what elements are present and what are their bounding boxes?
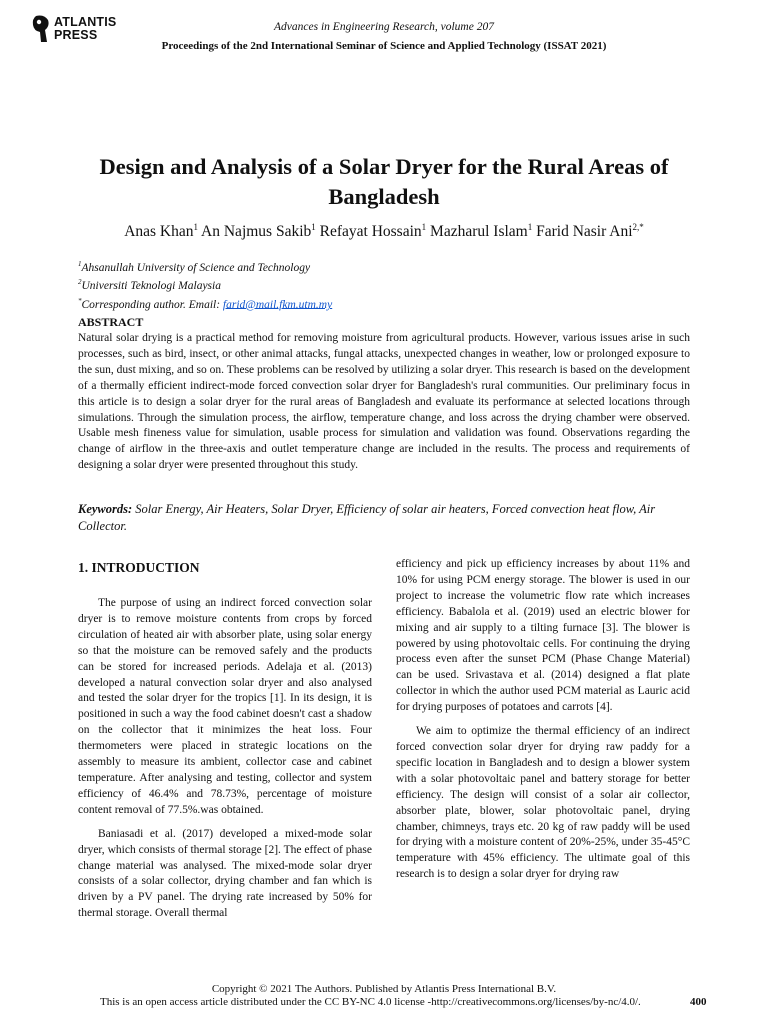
paper-title: Design and Analysis of a Solar Dryer for the Rural Areas of Bangladesh xyxy=(99,154,669,209)
left-column xyxy=(78,596,372,922)
series-title: Advances in Engineering Research, volume 207 xyxy=(274,21,494,33)
author-list: Anas Khan$^1$ An Najmus Sakib$^1$ Refayat Hossain$^1$ Mazharul Islam$^1$ Farid Nasir Ani$^{2,*}$ xyxy=(124,222,644,241)
email-link[interactable]: farid@mail.fkm.utm.my xyxy=(222,298,333,311)
license-notice: This is an open access article distributed under the CC BY-NC 4.0 license -http://creativecommons.org/licenses/by-nc/4.0/. xyxy=(100,996,641,1008)
paragraph: Baniasadi et al. (2017) developed a mixed-mode solar dryer, which consists of thermal storage [2]. The effect of phase change material was analysed. The mixed-mode solar dryer consists of a solar collector, drying chamber and fan which is driven by a PV panel. The drying rate increased by 50% for thermal storage. Overall thermal xyxy=(78,827,372,920)
keywords-label: Keywords: xyxy=(78,502,133,516)
logo-text-atlantis: ATLANTIS xyxy=(54,15,117,29)
paragraph: efficiency and pick up efficiency increases by about 11% and 10% for using PCM energy storage. The blower is used in our project to increase the volumetric flow rate which increases efficiency. Babalola et al. (2019) used an electric blower for mixing and air supply to a tilting furnace [3]. The blower is powered by using photovoltaic cells. For continuing the drying process even after the sunset PCM (Phase Change Material) can be used. Srivastava et al. (2014) designed a flat plate collector in which the author used PCM material as Lauric acid for drying purposes of potatoes and carrots [4]. xyxy=(396,558,690,714)
abstract-text: Natural solar drying is a practical method for removing moisture from agricultural products. However, various issues arise in such processes, such as bird, insect, or other animal attacks, fungal attacks, unexpected changes in weather, low or prolonged exposure to the sun, dust mixing, and so on. These problems can be resolved by utilizing a solar dryer. This research is based on the development of a thermally efficient indirect-mode forced convection solar dryer for Bangladesh's rural communities. Our preliminary focus in this article is to design a solar dryer for the rural areas of Bangladesh and evaluate its performance at selected locations through simulations. Through the simulation process, the airflow, temperature change, and loss across the drying chamber were observed. Usable mesh fineness value for simulation, usable process for simulation and validation was found. Observations regarding the change of airflow in the three-axis and outlet temperature change are included in the results. The process and requirements of designing a solar dryer were presented throughout this study. xyxy=(78,332,690,472)
abstract-heading: ABSTRACT xyxy=(78,315,144,329)
author: Mazharul Islam xyxy=(430,223,528,241)
logo-text-press: PRESS xyxy=(54,28,98,42)
keywords xyxy=(78,501,690,535)
affiliation-1: $^1$Ahsanullah University of Science and Technology xyxy=(78,260,311,274)
copyright-notice: Copyright © 2021 The Authors. Published by Atlantis Press International B.V. xyxy=(211,983,557,995)
right-column xyxy=(396,557,690,883)
paragraph: We aim to optimize the thermal efficiency of an indirect forced convection solar dryer for drying raw paddy for a specific location in Bangladesh and to design a blower system with a solar photovoltaic panel and battery storage for better efficiency. The design will consist of a solar air collector, absorber plate, blower, solar photovoltaic panel, drying chamber, chimneys, trays etc. 20 kg of raw paddy will be used for drying with a moisture content of 20%-25%, under 35-45°C temperature with 45% efficiency. The ultimate goal of this research is to design a solar dryer for drying raw xyxy=(396,725,690,881)
author: Refayat Hossain xyxy=(319,223,422,241)
author: Farid Nasir Ani xyxy=(536,223,633,241)
section-heading-introduction: 1. INTRODUCTION xyxy=(78,560,200,575)
page-number: 400 xyxy=(690,996,707,1008)
keywords-text: Solar Energy, Air Heaters, Solar Dryer, Efficiency of solar air heaters, Forced convection heat flow, Air Collector. xyxy=(78,502,656,533)
author: An Najmus Sakib xyxy=(201,223,312,241)
corresponding-author: *Corresponding author. Email: farid@mail.fkm.utm.my xyxy=(78,296,333,311)
affiliation-2: $^2$Universiti Teknologi Malaysia xyxy=(78,278,221,293)
paragraph: The purpose of using an indirect forced convection solar dryer is to remove moisture contents from crops by forced circulation of heated air with absorber plate, using solar energy so that the moisture can be removed safely and the products can be stored for increased periods. Adelaja et al. (2013) developed a natural convection solar dryer and also analysed and tested the solar dryer for the tropics [1]. In its design, it is positioned in such a way the food cabinet doesn't cast a shadow on the collector that it minimizes the heat loss. Four thermometers were placed in strategic locations on the assembly to measure its ambient, collector case and cabinet temperature. After analysing and testing, collector and system efficiency of 46.4% and 78.73%, percentage of moisture content removal of 77.5%.was obtained. xyxy=(78,597,372,816)
author: Anas Khan xyxy=(124,223,194,241)
proceedings-title: Proceedings of the 2nd International Seminar of Science and Applied Technology (ISSAT 2021) xyxy=(161,40,607,52)
affiliations xyxy=(78,257,332,312)
